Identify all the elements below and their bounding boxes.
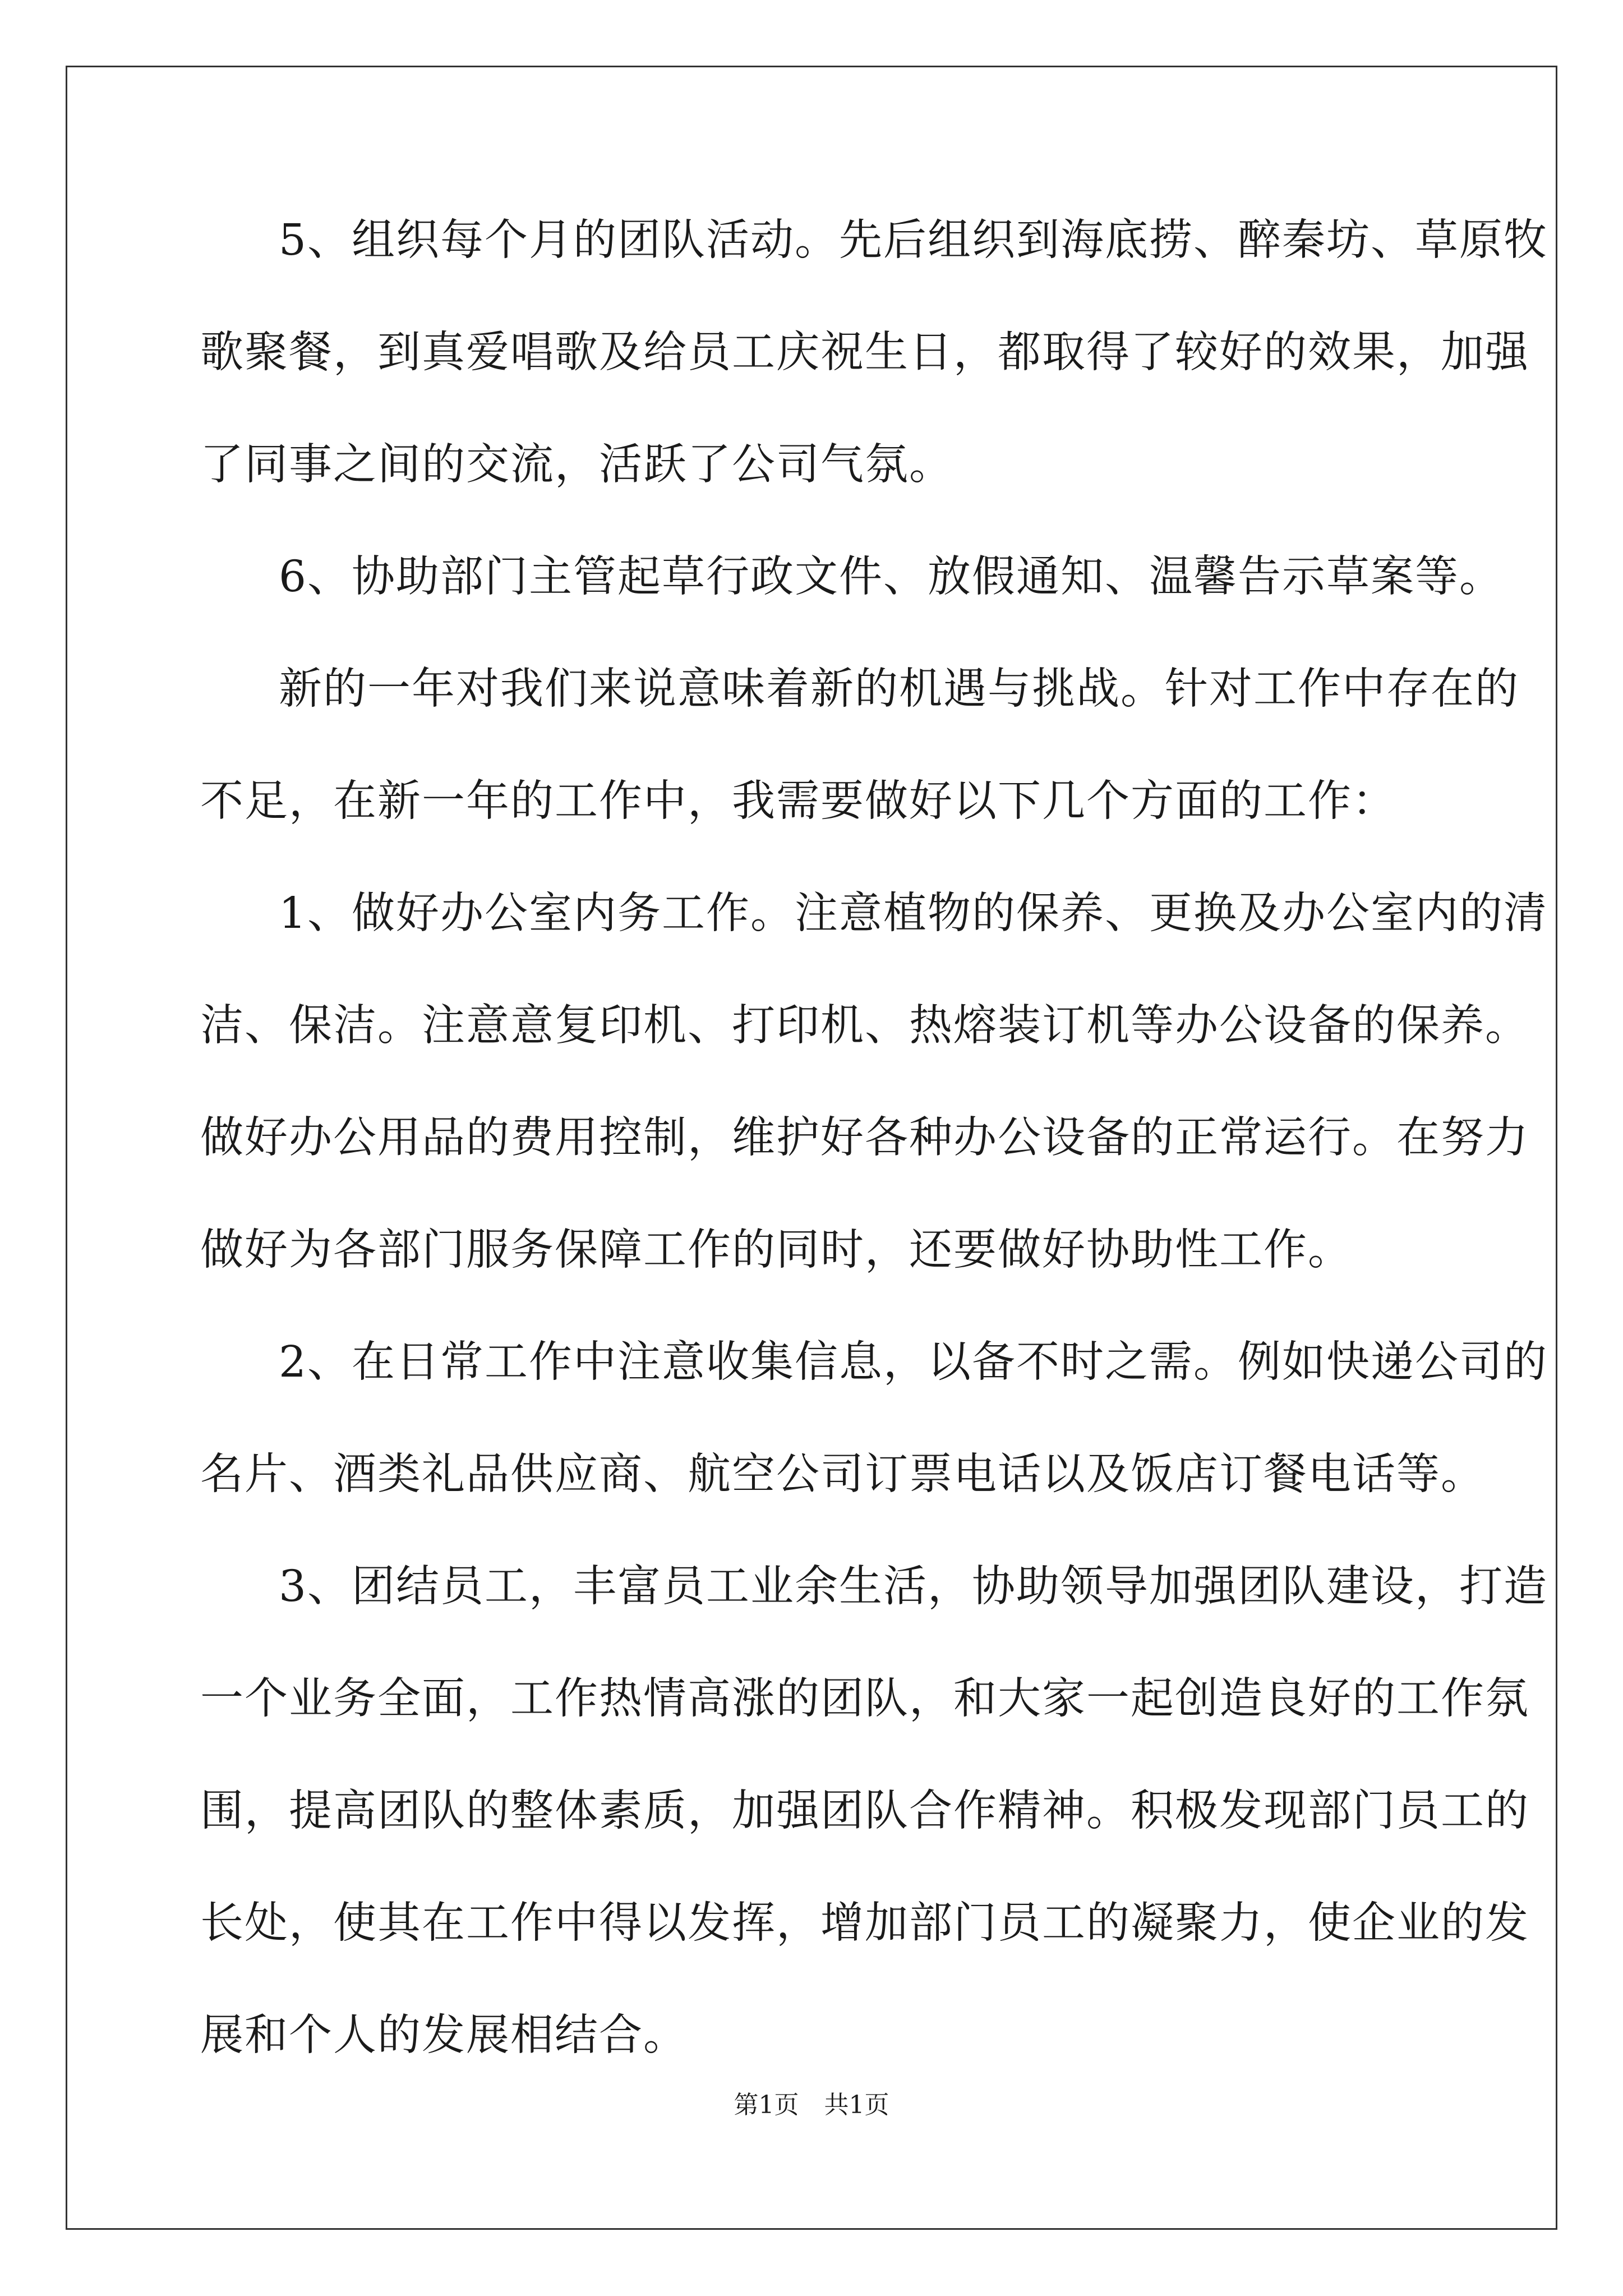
paragraph-line: 5、组织每个月的团队活动。先后组织到海底捞、醉秦坊、草原牧 (279, 215, 1548, 265)
page-footer (0, 2091, 1623, 2119)
paragraph-line: 名片、酒类礼品供应商、航空公司订票电话以及饭店订餐电话等。 (200, 1450, 1485, 1499)
paragraph-line: 做好为各部门服务保障工作的同时，还要做好协助性工作。 (200, 1225, 1352, 1275)
paragraph-line: 2、在日常工作中注意收集信息，以备不时之需。例如快递公司的 (279, 1337, 1548, 1387)
paragraph-line: 新的一年对我们来说意味着新的机遇与挑战。针对工作中存在的 (279, 664, 1519, 714)
paragraph-line: 歌聚餐，到真爱唱歌及给员工庆祝生日，都取得了较好的效果，加强 (200, 328, 1529, 378)
paragraph-line: 围，提高团队的整体素质，加强团队合作精神。积极发现部门员工的 (200, 1786, 1529, 1836)
paragraph-line: 长处，使其在工作中得以发挥，增加部门员工的凝聚力，使企业的发 (200, 1898, 1529, 1948)
page-number-total: 共1页 (824, 2091, 889, 2119)
paragraph-line: 3、团结员工，丰富员工业余生活，协助领导加强团队建设，打造 (279, 1562, 1548, 1612)
paragraph-line: 1、做好办公室内务工作。注意植物的保养、更换及办公室内的清 (279, 889, 1548, 938)
paragraph-line: 一个业务全面，工作热情高涨的团队，和大家一起创造良好的工作氛 (200, 1674, 1529, 1724)
paragraph-line: 6、协助部门主管起草行政文件、放假通知、温馨告示草案等。 (279, 552, 1504, 602)
paragraph-line: 展和个人的发展相结合。 (200, 2010, 688, 2060)
paragraph-line: 不足，在新一年的工作中，我需要做好以下几个方面的工作： (200, 776, 1396, 826)
paragraph-line: 洁、保洁。注意意复印机、打印机、热熔装订机等办公设备的保养。 (200, 1001, 1529, 1051)
document-body (200, 215, 1548, 2126)
paragraph-line: 做好办公用品的费用控制，维护好各种办公设备的正常运行。在努力 (200, 1113, 1529, 1163)
page-number-current: 第1页 (734, 2091, 799, 2119)
paragraph-line: 了同事之间的交流，活跃了公司气氛。 (200, 440, 953, 490)
